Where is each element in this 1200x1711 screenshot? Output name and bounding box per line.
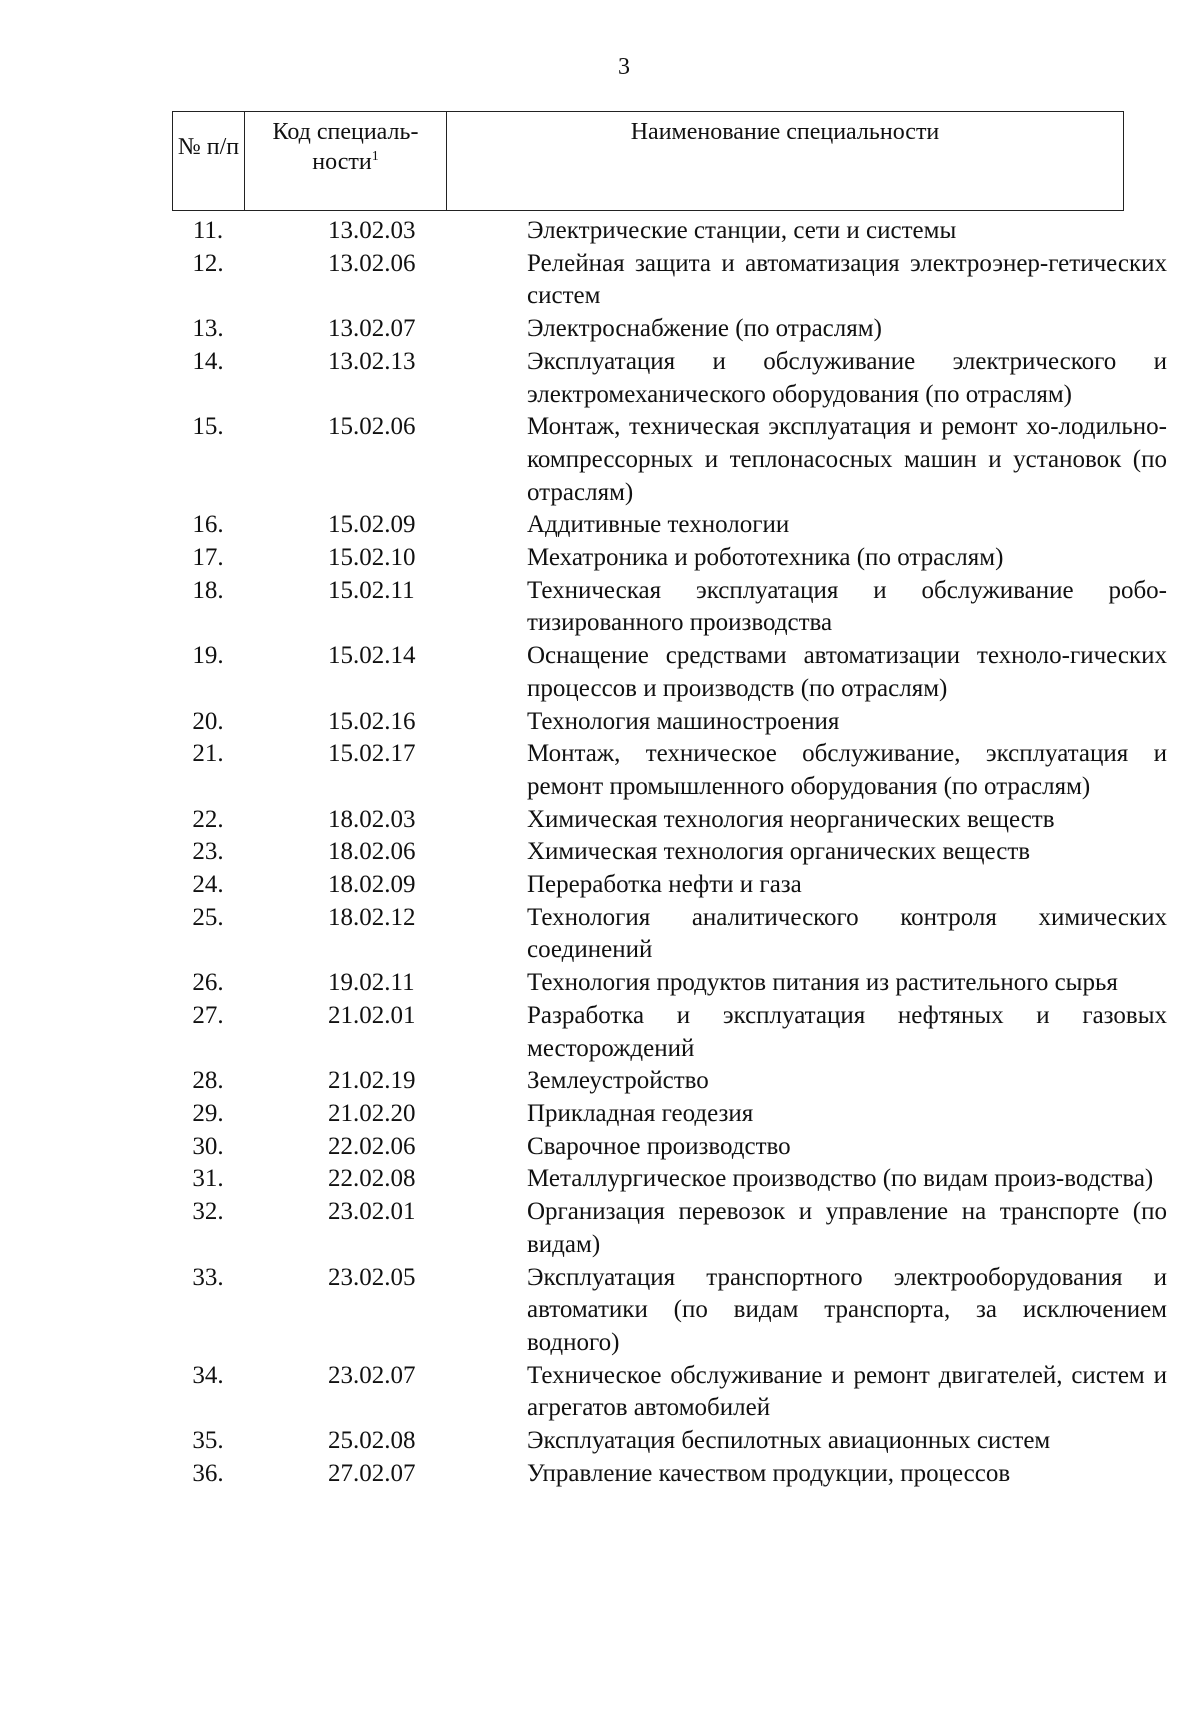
row-number: 22. bbox=[192, 805, 224, 833]
specialty-code: 18.02.12 bbox=[328, 903, 416, 931]
table-row bbox=[172, 248, 1167, 313]
specialty-name: Металлургическое производство (по видам произ-водства) bbox=[527, 1165, 1154, 1193]
table-row bbox=[172, 411, 1167, 509]
specialty-name: Эксплуатация беспилотных авиационных систем bbox=[527, 1427, 1051, 1455]
page-number: 3 bbox=[618, 54, 630, 80]
table-row bbox=[172, 509, 1124, 542]
specialty-code: 25.02.08 bbox=[328, 1427, 416, 1455]
table-row bbox=[172, 542, 1124, 575]
table-row bbox=[172, 1425, 1124, 1458]
specialty-name: Технология машиностроения bbox=[527, 707, 840, 735]
specialty-code: 15.02.10 bbox=[328, 544, 416, 572]
specialty-code: 19.02.11 bbox=[328, 969, 415, 997]
specialty-name: Электрические станции, сети и системы bbox=[527, 217, 957, 244]
specialty-name: Химическая технология неорганических веществ bbox=[527, 805, 1055, 833]
table-row bbox=[172, 640, 1167, 705]
table-row bbox=[172, 967, 1124, 1000]
row-number: 27. bbox=[192, 1001, 224, 1029]
row-number: 24. bbox=[192, 871, 224, 899]
specialty-name: Эксплуатация транспортного электрооборудования и автоматики (по видам транспорта, за исключением водного) bbox=[527, 1263, 1167, 1356]
row-number: 14. bbox=[192, 347, 224, 375]
specialty-code: 21.02.19 bbox=[328, 1067, 416, 1095]
specialty-code: 23.02.07 bbox=[328, 1361, 416, 1389]
row-number: 18. bbox=[192, 576, 224, 604]
row-number: 17. bbox=[192, 544, 224, 572]
specialty-code: 13.02.06 bbox=[328, 249, 416, 277]
row-number: 35. bbox=[192, 1427, 224, 1455]
specialty-name: Химическая технология органических веществ bbox=[527, 838, 1031, 866]
specialty-code: 22.02.08 bbox=[328, 1165, 416, 1193]
table-row bbox=[172, 902, 1167, 967]
specialty-name: Монтаж, техническое обслуживание, эксплуатация и ремонт промышленного оборудования (по отраслям) bbox=[527, 740, 1167, 800]
table-row bbox=[172, 313, 1124, 346]
row-number: 25. bbox=[192, 903, 224, 931]
table-row bbox=[172, 836, 1124, 869]
specialty-code: 15.02.14 bbox=[328, 642, 416, 670]
header-code bbox=[245, 112, 447, 210]
row-number: 26. bbox=[192, 969, 224, 997]
specialty-name: Разработка и эксплуатация нефтяных и газовых месторождений bbox=[527, 1001, 1167, 1062]
row-number: 34. bbox=[192, 1361, 224, 1389]
specialty-name: Прикладная геодезия bbox=[527, 1099, 754, 1127]
row-number: 16. bbox=[192, 511, 224, 539]
specialty-name: Электроснабжение (по отраслям) bbox=[527, 315, 882, 343]
row-number: 19. bbox=[192, 642, 224, 670]
specialty-code: 13.02.07 bbox=[328, 315, 416, 343]
specialty-name: Мехатроника и робототехника (по отраслям) bbox=[527, 544, 1004, 572]
header-code-label: Код специаль-ности bbox=[272, 119, 419, 175]
table-row bbox=[172, 804, 1124, 837]
specialty-code: 27.02.07 bbox=[328, 1459, 416, 1487]
table-row bbox=[172, 1196, 1167, 1261]
row-number: 36. bbox=[192, 1459, 224, 1487]
table-row bbox=[172, 575, 1167, 640]
specialty-name: Технология аналитического контроля химических соединений bbox=[527, 903, 1167, 964]
specialty-name: Аддитивные технологии bbox=[527, 511, 790, 539]
table-row bbox=[172, 1098, 1124, 1131]
specialty-name: Переработка нефти и газа bbox=[527, 871, 802, 899]
specialty-code: 15.02.11 bbox=[328, 576, 415, 604]
table-row bbox=[172, 1458, 1124, 1491]
specialty-name: Эксплуатация и обслуживание электрического и электромеханического оборудования (по отраслям) bbox=[527, 347, 1167, 408]
row-number: 31. bbox=[192, 1165, 224, 1193]
table-row bbox=[172, 1360, 1167, 1425]
specialty-code: 15.02.17 bbox=[328, 740, 416, 768]
specialty-code: 18.02.06 bbox=[328, 838, 416, 866]
row-number: 23. bbox=[192, 838, 224, 866]
specialty-name: Релейная защита и автоматизация электроэнер-гетических систем bbox=[527, 249, 1167, 310]
table-row bbox=[172, 215, 1124, 248]
table-row bbox=[172, 346, 1167, 411]
specialty-name: Организация перевозок и управление на транспорте (по видам) bbox=[527, 1198, 1167, 1258]
table-row bbox=[172, 869, 1124, 902]
specialty-code: 18.02.09 bbox=[328, 871, 416, 899]
specialty-code: 18.02.03 bbox=[328, 805, 416, 833]
footnote-marker: 1 bbox=[371, 149, 379, 164]
specialty-name: Монтаж, техническая эксплуатация и ремонт хо-лодильно-компрессорных и теплонасосных машин и установок (по отраслям) bbox=[527, 413, 1167, 506]
table-row bbox=[172, 706, 1124, 739]
specialty-name: Оснащение средствами автоматизации техноло-гических процессов и производств (по отраслям) bbox=[527, 642, 1167, 702]
table-body bbox=[172, 215, 1167, 1490]
specialty-code: 13.02.13 bbox=[328, 347, 416, 375]
row-number: 11. bbox=[192, 217, 224, 244]
specialty-code: 13.02.03 bbox=[328, 217, 416, 244]
row-number: 15. bbox=[192, 413, 224, 441]
specialty-code: 21.02.20 bbox=[328, 1099, 416, 1127]
row-number: 13. bbox=[192, 315, 224, 343]
row-number: 29. bbox=[192, 1099, 224, 1127]
table-row bbox=[172, 1131, 1124, 1164]
row-number: 12. bbox=[192, 249, 224, 277]
table-row bbox=[172, 1065, 1124, 1098]
table-row bbox=[172, 1262, 1167, 1360]
specialty-code: 23.02.01 bbox=[328, 1198, 416, 1226]
row-number: 32. bbox=[192, 1198, 224, 1226]
table-row bbox=[172, 738, 1167, 803]
table-row bbox=[172, 1000, 1167, 1065]
row-number: 30. bbox=[192, 1132, 224, 1160]
specialty-code: 22.02.06 bbox=[328, 1132, 416, 1160]
table-header bbox=[172, 111, 1124, 211]
specialty-code: 15.02.16 bbox=[328, 707, 416, 735]
specialty-name: Землеустройство bbox=[527, 1067, 709, 1095]
specialty-code: 23.02.05 bbox=[328, 1263, 416, 1291]
header-number: № п/п bbox=[173, 112, 245, 210]
specialty-code: 21.02.01 bbox=[328, 1001, 416, 1029]
row-number: 21. bbox=[192, 740, 224, 768]
row-number: 28. bbox=[192, 1067, 224, 1095]
specialty-code: 15.02.09 bbox=[328, 511, 416, 539]
row-number: 20. bbox=[192, 707, 224, 735]
specialty-name: Техническое обслуживание и ремонт двигателей, систем и агрегатов автомобилей bbox=[527, 1361, 1167, 1422]
specialty-name: Технология продуктов питания из растительного сырья bbox=[527, 969, 1118, 997]
specialty-name: Управление качеством продукции, процессов bbox=[527, 1459, 1011, 1487]
specialty-name: Сварочное производство bbox=[527, 1132, 791, 1160]
table-row bbox=[172, 1163, 1154, 1196]
header-name: Наименование специальности bbox=[630, 119, 940, 145]
specialty-code: 15.02.06 bbox=[328, 413, 416, 441]
specialty-name: Техническая эксплуатация и обслуживание робо-тизированного производства bbox=[527, 576, 1167, 637]
row-number: 33. bbox=[192, 1263, 224, 1291]
